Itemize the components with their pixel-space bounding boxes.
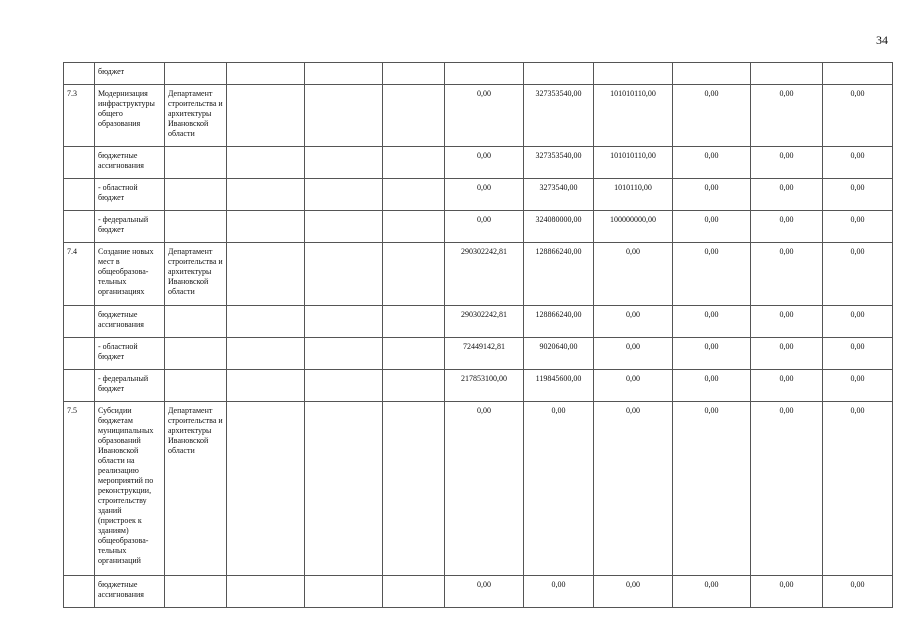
value-cell <box>227 63 305 85</box>
executor-cell <box>165 576 227 608</box>
value-cell <box>227 402 305 576</box>
executor-cell <box>165 306 227 338</box>
value-cell <box>227 306 305 338</box>
value-cell: 0,00 <box>823 370 893 402</box>
value-cell: 0,00 <box>594 402 673 576</box>
value-cell: 0,00 <box>594 243 673 306</box>
value-cell <box>227 576 305 608</box>
value-cell: 0,00 <box>823 576 893 608</box>
value-cell: 101010110,00 <box>594 147 673 179</box>
value-cell: 290302242,81 <box>445 243 524 306</box>
name-cell: Субсидии бюджетам муниципальных образований Ивановской области на реализацию мероприятий по реконструкции, строительству зданий (пристроек к зданиям) общеобразова-тельных организаций <box>95 402 165 576</box>
name-cell: - федеральный бюджет <box>95 211 165 243</box>
value-cell: 0,00 <box>445 85 524 147</box>
value-cell: 0,00 <box>823 179 893 211</box>
value-cell <box>594 63 673 85</box>
value-cell: 0,00 <box>594 576 673 608</box>
value-cell: 0,00 <box>673 338 751 370</box>
name-cell: бюджетные ассигнования <box>95 306 165 338</box>
value-cell: 0,00 <box>445 402 524 576</box>
value-cell <box>227 370 305 402</box>
value-cell: 0,00 <box>751 147 823 179</box>
value-cell <box>305 402 383 576</box>
name-cell: - областной бюджет <box>95 338 165 370</box>
value-cell: 0,00 <box>524 576 594 608</box>
value-cell <box>445 63 524 85</box>
row-number-cell <box>64 338 95 370</box>
value-cell <box>383 306 445 338</box>
value-cell: 0,00 <box>445 147 524 179</box>
value-cell <box>383 338 445 370</box>
executor-cell <box>165 338 227 370</box>
table-row <box>64 147 893 179</box>
table-row <box>64 576 893 608</box>
value-cell <box>305 306 383 338</box>
value-cell: 0,00 <box>823 306 893 338</box>
value-cell <box>305 63 383 85</box>
executor-cell <box>165 179 227 211</box>
value-cell <box>383 63 445 85</box>
value-cell <box>305 85 383 147</box>
row-number-cell <box>64 211 95 243</box>
value-cell <box>673 63 751 85</box>
table-row <box>64 179 893 211</box>
name-cell: бюджетные ассигнования <box>95 576 165 608</box>
value-cell <box>227 211 305 243</box>
value-cell: 101010110,00 <box>594 85 673 147</box>
value-cell: 327353540,00 <box>524 147 594 179</box>
value-cell: 0,00 <box>445 211 524 243</box>
value-cell <box>383 179 445 211</box>
value-cell <box>383 211 445 243</box>
value-cell: 128866240,00 <box>524 306 594 338</box>
value-cell: 0,00 <box>673 370 751 402</box>
executor-cell: Департамент строительства и архитектуры Ивановской области <box>165 402 227 576</box>
row-number-cell <box>64 63 95 85</box>
executor-cell: Департамент строительства и архитектуры Ивановской области <box>165 85 227 147</box>
value-cell: 0,00 <box>445 179 524 211</box>
value-cell: 324080000,00 <box>524 211 594 243</box>
name-cell: бюджетные ассигнования <box>95 147 165 179</box>
row-number-cell <box>64 370 95 402</box>
name-cell: бюджет <box>95 63 165 85</box>
page-number: 34 <box>876 33 888 47</box>
value-cell <box>305 147 383 179</box>
value-cell: 0,00 <box>673 85 751 147</box>
value-cell <box>305 338 383 370</box>
value-cell: 0,00 <box>751 306 823 338</box>
value-cell: 0,00 <box>673 243 751 306</box>
value-cell: 0,00 <box>673 576 751 608</box>
value-cell: 0,00 <box>594 370 673 402</box>
value-cell <box>383 147 445 179</box>
value-cell: 0,00 <box>751 402 823 576</box>
executor-cell <box>165 147 227 179</box>
value-cell <box>383 576 445 608</box>
value-cell: 9020640,00 <box>524 338 594 370</box>
value-cell: 0,00 <box>823 85 893 147</box>
value-cell: 128866240,00 <box>524 243 594 306</box>
value-cell: 0,00 <box>823 211 893 243</box>
value-cell <box>383 243 445 306</box>
executor-cell <box>165 63 227 85</box>
value-cell <box>305 243 383 306</box>
value-cell <box>383 85 445 147</box>
row-number-cell <box>64 179 95 211</box>
value-cell: 0,00 <box>445 576 524 608</box>
table-row <box>64 402 893 576</box>
value-cell: 0,00 <box>823 338 893 370</box>
name-cell: Модернизация инфраструктуры общего образования <box>95 85 165 147</box>
value-cell: 290302242,81 <box>445 306 524 338</box>
value-cell: 72449142,81 <box>445 338 524 370</box>
value-cell: 327353540,00 <box>524 85 594 147</box>
name-cell: - федеральный бюджет <box>95 370 165 402</box>
table-row <box>64 243 893 306</box>
value-cell: 3273540,00 <box>524 179 594 211</box>
executor-cell: Департамент строительства и архитектуры Ивановской области <box>165 243 227 306</box>
table-row <box>64 306 893 338</box>
value-cell: 1010110,00 <box>594 179 673 211</box>
table-row <box>64 338 893 370</box>
row-number-cell: 7.5 <box>64 402 95 576</box>
value-cell <box>305 576 383 608</box>
value-cell: 0,00 <box>751 243 823 306</box>
row-number-cell: 7.3 <box>64 85 95 147</box>
value-cell: 0,00 <box>673 306 751 338</box>
value-cell: 0,00 <box>823 402 893 576</box>
table-body <box>64 63 893 608</box>
value-cell: 0,00 <box>673 402 751 576</box>
value-cell: 0,00 <box>751 211 823 243</box>
name-cell: - областной бюджет <box>95 179 165 211</box>
value-cell: 0,00 <box>594 338 673 370</box>
row-number-cell: 7.4 <box>64 243 95 306</box>
value-cell <box>305 179 383 211</box>
row-number-cell <box>64 147 95 179</box>
table-row <box>64 85 893 147</box>
value-cell <box>227 243 305 306</box>
row-number-cell <box>64 576 95 608</box>
row-number-cell <box>64 306 95 338</box>
table-row <box>64 63 893 85</box>
executor-cell <box>165 211 227 243</box>
value-cell: 0,00 <box>751 370 823 402</box>
value-cell <box>383 370 445 402</box>
value-cell: 0,00 <box>673 147 751 179</box>
value-cell: 217853100,00 <box>445 370 524 402</box>
name-cell: Создание новых мест в общеобразова-тельных организациях <box>95 243 165 306</box>
value-cell: 119845600,00 <box>524 370 594 402</box>
value-cell: 0,00 <box>751 338 823 370</box>
value-cell: 0,00 <box>751 85 823 147</box>
value-cell: 0,00 <box>673 211 751 243</box>
value-cell: 0,00 <box>524 402 594 576</box>
executor-cell <box>165 370 227 402</box>
value-cell <box>524 63 594 85</box>
value-cell <box>305 370 383 402</box>
value-cell: 0,00 <box>751 576 823 608</box>
value-cell: 0,00 <box>823 243 893 306</box>
value-cell: 0,00 <box>823 147 893 179</box>
value-cell: 0,00 <box>751 179 823 211</box>
value-cell <box>227 179 305 211</box>
value-cell <box>823 63 893 85</box>
value-cell <box>751 63 823 85</box>
table-row <box>64 370 893 402</box>
value-cell <box>383 402 445 576</box>
value-cell: 100000000,00 <box>594 211 673 243</box>
table-row <box>64 211 893 243</box>
value-cell <box>227 338 305 370</box>
value-cell <box>227 147 305 179</box>
value-cell: 0,00 <box>594 306 673 338</box>
value-cell: 0,00 <box>673 179 751 211</box>
value-cell <box>227 85 305 147</box>
value-cell <box>305 211 383 243</box>
budget-table <box>63 62 893 608</box>
